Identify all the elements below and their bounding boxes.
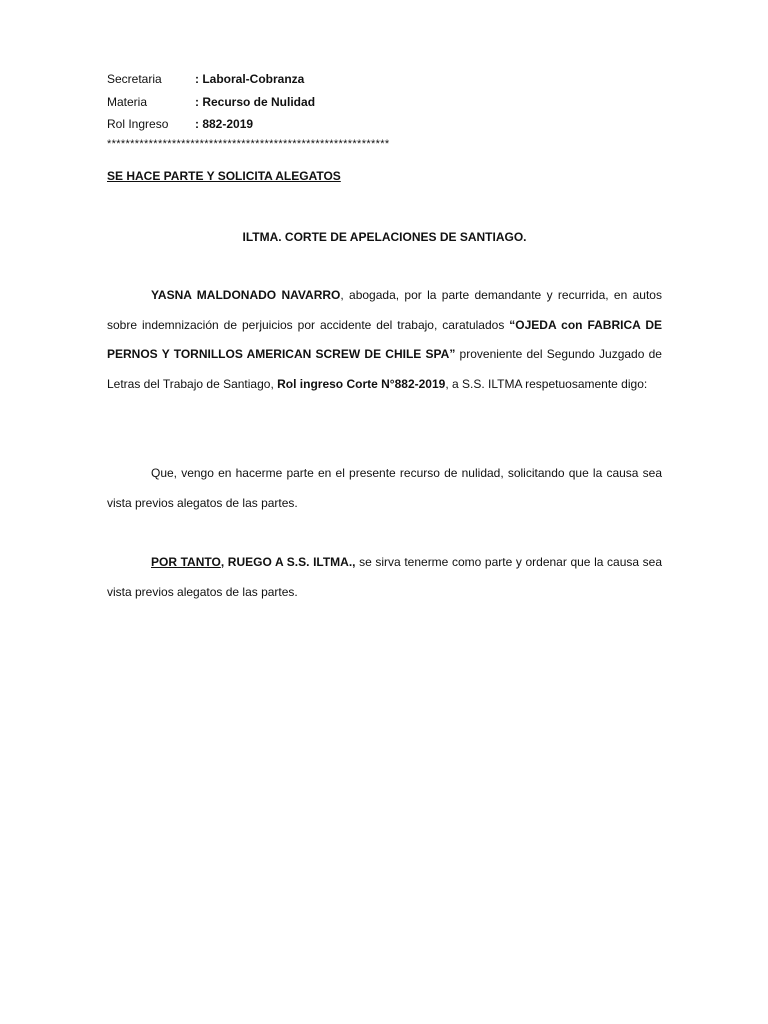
por-tanto: POR TANTO (151, 555, 221, 569)
secretaria-label: Secretaria (107, 72, 162, 86)
intro-text-2: proveniente del Segundo Juzgado de Letras del Trabajo de Santiago, (107, 347, 662, 391)
paragraph-petition (107, 548, 662, 607)
paragraph-introduction (107, 281, 662, 399)
case-rol: Rol ingreso Corte N°882-2019 (277, 376, 446, 391)
ruego-text: , RUEGO A S.S. ILTMA., (220, 555, 356, 569)
intro-text-1: , abogada, por la parte demandante y recurrida, en autos sobre indemnización de perjuicios por accidente del trabajo, caratulados (107, 288, 662, 332)
rol-value: : 882-2019 (195, 117, 254, 131)
rol-label: Rol Ingreso (107, 117, 169, 131)
intro-text-3: , a S.S. ILTMA respetuosamente digo: (445, 376, 648, 391)
secretaria-value: : Laboral-Cobranza (195, 72, 305, 86)
request-text: Que, vengo en hacerme parte en el presente recurso de nulidad, solicitando que la causa sea vista previos alegatos de las partes. (107, 466, 662, 510)
paragraph-request (107, 459, 662, 518)
case-header (107, 71, 667, 139)
petition-text: se sirva tenerme como parte y ordenar que la causa sea vista previos alegatos de las partes. (107, 555, 662, 599)
materia-value: : Recurso de Nulidad (195, 94, 316, 109)
separator-line: ************************************************************* (107, 138, 390, 150)
case-title: “OJEDA con FABRICA DE PERNOS Y TORNILLOS AMERICAN SCREW DE CHILE SPA” (107, 317, 662, 362)
court-addressee: ILTMA. CORTE DE APELACIONES DE SANTIAGO. (242, 230, 527, 244)
header-row-materia (107, 94, 667, 117)
header-row-secretaria (107, 71, 667, 94)
header-row-rol (107, 116, 667, 139)
materia-label: Materia (107, 94, 148, 109)
lawyer-name: YASNA MALDONADO NAVARRO (151, 288, 341, 302)
document-title: SE HACE PARTE Y SOLICITA ALEGATOS (107, 169, 341, 183)
